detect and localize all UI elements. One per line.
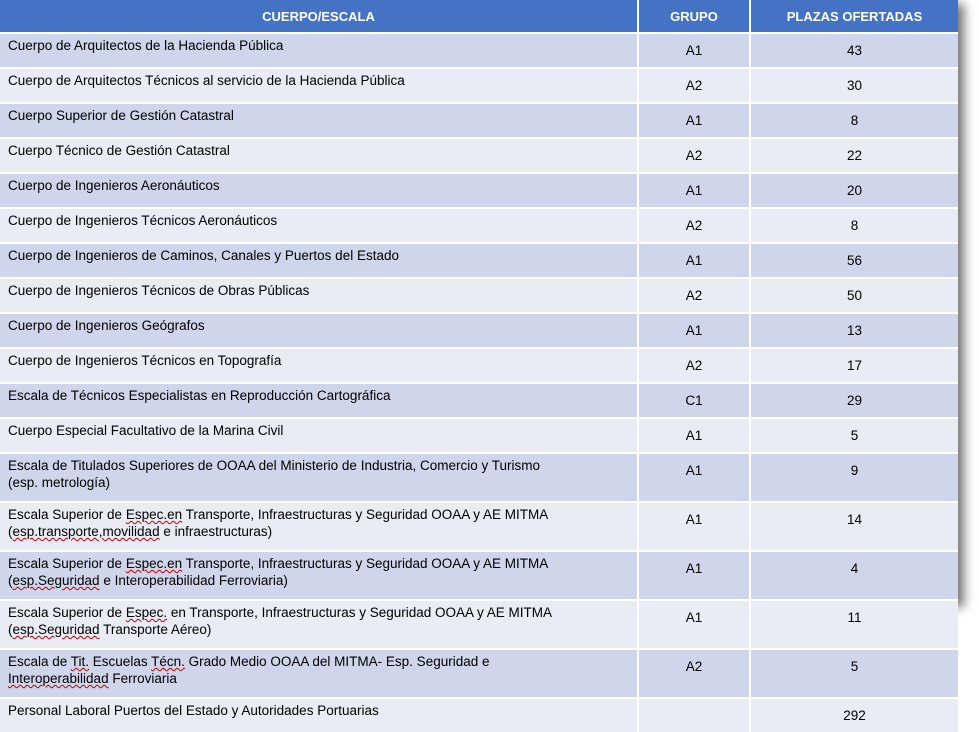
text-part: (	[8, 622, 13, 637]
cell-grupo: A1	[638, 173, 750, 208]
cell-grupo: A2	[638, 68, 750, 103]
cell-grupo: A1	[638, 502, 750, 551]
table-row	[0, 313, 958, 348]
cell-grupo	[638, 698, 750, 732]
text-part: e Interoperabilidad Ferroviaria)	[99, 573, 288, 588]
cell-name: Personal Laboral Puertos del Estado y Autoridades Portuarias	[0, 698, 638, 732]
cell-plazas: 8	[750, 208, 958, 243]
cell-plazas: 9	[750, 453, 958, 502]
cell-plazas: 30	[750, 68, 958, 103]
cell-name	[0, 502, 638, 551]
table-row	[0, 418, 958, 453]
header-plazas-ofertadas: PLAZAS OFERTADAS	[750, 0, 958, 33]
text-part: Escala Superior de	[8, 556, 126, 571]
cell-grupo: A1	[638, 103, 750, 138]
text-part: (	[8, 573, 13, 588]
table-row	[0, 383, 958, 418]
cell-plazas: 20	[750, 173, 958, 208]
header-row	[0, 0, 958, 33]
text-part: (	[8, 524, 13, 539]
text-part: Transporte, Infraestructuras y Seguridad OOAA y AE MITMA	[182, 556, 549, 571]
cell-name	[0, 649, 638, 698]
cell-grupo: A2	[638, 208, 750, 243]
cell-name: Cuerpo Técnico de Gestión Catastral	[0, 138, 638, 173]
table-row	[0, 138, 958, 173]
cell-grupo: A1	[638, 453, 750, 502]
cell-name	[0, 551, 638, 600]
cell-grupo: A1	[638, 418, 750, 453]
cell-grupo: A1	[638, 551, 750, 600]
cell-name-line2: (esp. metrología)	[8, 475, 111, 490]
cell-plazas: 43	[750, 33, 958, 68]
table-row	[0, 173, 958, 208]
text-part: Ferroviaria	[108, 671, 177, 686]
table-row	[0, 243, 958, 278]
cell-plazas: 22	[750, 138, 958, 173]
spellcheck-word: Técn.	[151, 654, 185, 669]
cell-plazas: 5	[750, 418, 958, 453]
text-part: Transporte, Infraestructuras y Seguridad OOAA y AE MITMA	[182, 507, 549, 522]
text-part: Escuelas	[89, 654, 152, 669]
cell-plazas: 14	[750, 502, 958, 551]
spellcheck-word: esp.transporte,movilidad	[12, 524, 160, 539]
cell-name: Cuerpo de Arquitectos Técnicos al servicio de la Hacienda Pública	[0, 68, 638, 103]
cell-name: Cuerpo Superior de Gestión Catastral	[0, 103, 638, 138]
cell-name	[0, 453, 638, 502]
spellcheck-word: Interoperabilidad	[8, 671, 109, 686]
cell-grupo: A1	[638, 600, 750, 649]
cell-name: Cuerpo de Ingenieros Técnicos Aeronáuticos	[0, 208, 638, 243]
table-row	[0, 551, 958, 600]
cell-name: Escala de Técnicos Especialistas en Reproducción Cartográfica	[0, 383, 638, 418]
text-part: Transporte Aéreo)	[99, 622, 212, 637]
cell-plazas: 8	[750, 103, 958, 138]
cell-name: Cuerpo de Ingenieros Técnicos de Obras Públicas	[0, 278, 638, 313]
cell-name: Cuerpo de Ingenieros Aeronáuticos	[0, 173, 638, 208]
cell-name: Cuerpo de Ingenieros de Caminos, Canales y Puertos del Estado	[0, 243, 638, 278]
table-row	[0, 453, 958, 502]
cell-plazas: 50	[750, 278, 958, 313]
cell-name	[0, 600, 638, 649]
text-part: Escala Superior de	[8, 507, 126, 522]
table-row	[0, 502, 958, 551]
cell-grupo: A2	[638, 138, 750, 173]
cell-name: Cuerpo de Ingenieros Técnicos en Topografía	[0, 348, 638, 383]
cell-grupo: A1	[638, 243, 750, 278]
cell-name: Cuerpo Especial Facultativo de la Marina Civil	[0, 418, 638, 453]
cell-plazas: 17	[750, 348, 958, 383]
text-part: Grado Medio OOAA del MITMA- Esp. Seguridad e	[184, 654, 490, 669]
cell-grupo: A1	[638, 313, 750, 348]
table-row	[0, 278, 958, 313]
table-row	[0, 68, 958, 103]
cell-grupo: A2	[638, 278, 750, 313]
text-part: Escala Superior de	[8, 605, 126, 620]
header-cuerpo-escala: CUERPO/ESCALA	[0, 0, 638, 33]
text-part: en Transporte, Infraestructuras y Seguridad OOAA y AE MITMA	[167, 605, 553, 620]
header-grupo: GRUPO	[638, 0, 750, 33]
cell-plazas: 11	[750, 600, 958, 649]
spellcheck-word: Tit.	[70, 654, 90, 669]
table-row	[0, 649, 958, 698]
cell-grupo: A1	[638, 33, 750, 68]
table-row	[0, 103, 958, 138]
spellcheck-word: esp.Seguridad	[12, 622, 100, 637]
cell-grupo: A2	[638, 348, 750, 383]
table-row	[0, 348, 958, 383]
table-row	[0, 698, 958, 732]
spellcheck-word: esp.Seguridad	[12, 573, 100, 588]
table-row	[0, 208, 958, 243]
cell-plazas: 56	[750, 243, 958, 278]
text-part: e infraestructuras)	[159, 524, 273, 539]
cell-plazas: 29	[750, 383, 958, 418]
spellcheck-word: Espec.en	[125, 556, 183, 571]
table-row	[0, 600, 958, 649]
cell-grupo: C1	[638, 383, 750, 418]
cell-plazas: 4	[750, 551, 958, 600]
table-row	[0, 33, 958, 68]
cell-name: Cuerpo de Ingenieros Geógrafos	[0, 313, 638, 348]
cell-grupo: A2	[638, 649, 750, 698]
cell-plazas: 13	[750, 313, 958, 348]
text-part: Escala de	[8, 654, 71, 669]
cell-name-line1: Escala de Titulados Superiores de OOAA del Ministerio de Industria, Comercio y Turismo	[8, 458, 540, 473]
spellcheck-word: Espec.en	[125, 507, 183, 522]
cell-plazas: 5	[750, 649, 958, 698]
spellcheck-word: Espec.	[125, 605, 168, 620]
cell-name: Cuerpo de Arquitectos de la Hacienda Pública	[0, 33, 638, 68]
cell-plazas: 292	[750, 698, 958, 732]
